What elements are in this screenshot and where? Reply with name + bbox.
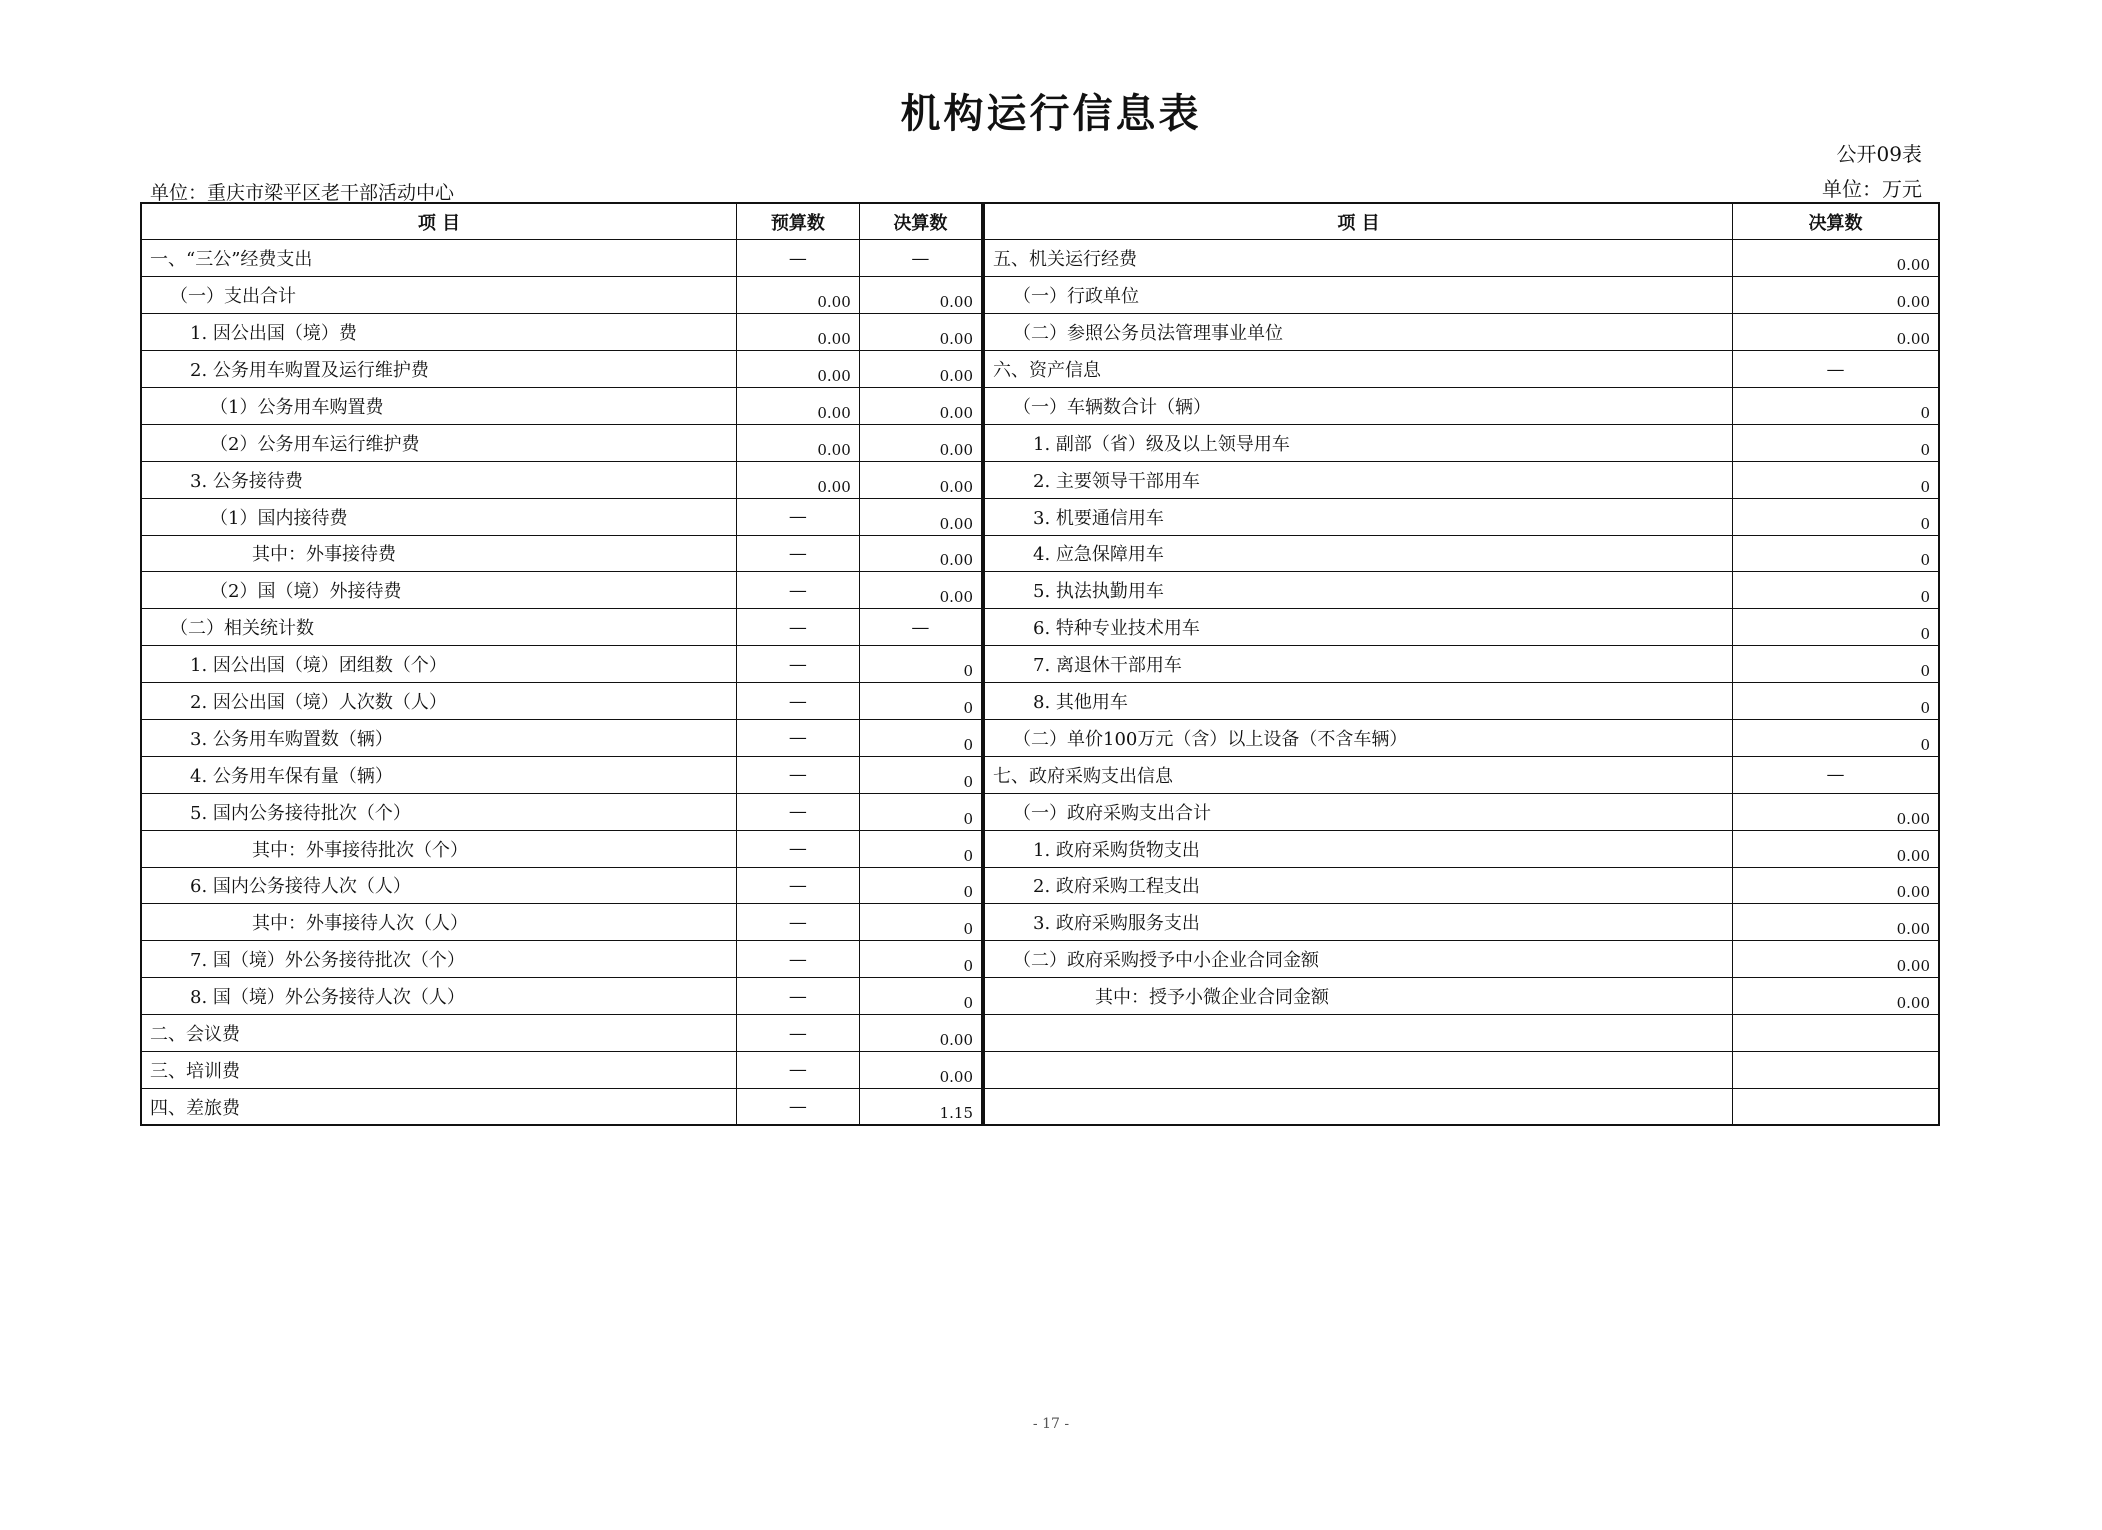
final-value: 0.00 xyxy=(859,351,982,388)
row-label: （2）公务用车运行维护费 xyxy=(141,424,737,461)
right-header-row xyxy=(984,203,1939,240)
table-row xyxy=(141,498,982,535)
final-value: 0 xyxy=(1733,498,1939,535)
table-row xyxy=(141,387,982,424)
table-row xyxy=(141,351,982,388)
final-value: 0 xyxy=(859,683,982,720)
table-row xyxy=(141,830,982,867)
budget-value: — xyxy=(737,498,860,535)
final-value: 0 xyxy=(1733,683,1939,720)
final-value: 0 xyxy=(859,756,982,793)
row-label: 5. 国内公务接待批次（个） xyxy=(141,793,737,830)
budget-value: — xyxy=(737,572,860,609)
left-table xyxy=(140,202,983,1126)
table-row xyxy=(984,719,1939,756)
row-label: 三、培训费 xyxy=(141,1051,737,1088)
row-label: 4. 公务用车保有量（辆） xyxy=(141,756,737,793)
header-item: 项 目 xyxy=(141,203,737,240)
table-row xyxy=(984,646,1939,683)
final-value: 0.00 xyxy=(859,461,982,498)
row-label: 1. 副部（省）级及以上领导用车 xyxy=(984,424,1733,461)
row-label: 其中：授予小微企业合同金额 xyxy=(984,978,1733,1015)
row-label: （一）行政单位 xyxy=(984,277,1733,314)
final-value: 0.00 xyxy=(1733,867,1939,904)
final-value: 0.00 xyxy=(1733,314,1939,351)
final-value: 0.00 xyxy=(1733,240,1939,277)
final-value: 0 xyxy=(1733,387,1939,424)
row-label: 四、差旅费 xyxy=(141,1088,737,1125)
table-code: 公开09表 xyxy=(1836,142,1922,166)
final-value: 0 xyxy=(859,830,982,867)
row-label: 其中：外事接待批次（个） xyxy=(141,830,737,867)
table-row xyxy=(984,867,1939,904)
row-label: （2）国（境）外接待费 xyxy=(141,572,737,609)
row-label: 3. 政府采购服务支出 xyxy=(984,904,1733,941)
table-row xyxy=(984,941,1939,978)
final-value: 0 xyxy=(859,904,982,941)
budget-value: — xyxy=(737,904,860,941)
header-final: 决算数 xyxy=(1733,203,1939,240)
row-label: 7. 离退休干部用车 xyxy=(984,646,1733,683)
row-label: （二）参照公务员法管理事业单位 xyxy=(984,314,1733,351)
final-value: — xyxy=(859,609,982,646)
table-row xyxy=(141,461,982,498)
budget-value: — xyxy=(737,1088,860,1125)
final-value: 1.15 xyxy=(859,1088,982,1125)
table-row xyxy=(141,867,982,904)
budget-value: 0.00 xyxy=(737,424,860,461)
table-row xyxy=(984,830,1939,867)
final-value: 0 xyxy=(1733,609,1939,646)
row-label: 1. 因公出国（境）费 xyxy=(141,314,737,351)
final-value: 0 xyxy=(1733,719,1939,756)
budget-value: 0.00 xyxy=(737,461,860,498)
table-row xyxy=(141,904,982,941)
table-row xyxy=(141,646,982,683)
final-value: 0.00 xyxy=(859,387,982,424)
final-value xyxy=(1733,1088,1939,1125)
final-value: 0.00 xyxy=(1733,793,1939,830)
final-value: 0.00 xyxy=(1733,830,1939,867)
page-title: 机构运行信息表 xyxy=(900,90,1202,137)
row-label: 6. 国内公务接待人次（人） xyxy=(141,867,737,904)
final-value: 0.00 xyxy=(859,1051,982,1088)
table-row xyxy=(141,277,982,314)
row-label: （二）政府采购授予中小企业合同金额 xyxy=(984,941,1733,978)
row-label: 其中：外事接待费 xyxy=(141,535,737,572)
row-label: 其中：外事接待人次（人） xyxy=(141,904,737,941)
table-row xyxy=(984,609,1939,646)
table-row xyxy=(141,719,982,756)
row-label: 8. 其他用车 xyxy=(984,683,1733,720)
final-value: 0 xyxy=(1733,535,1939,572)
header-final: 决算数 xyxy=(859,203,982,240)
page-number: - 17 - xyxy=(1032,1416,1070,1432)
table-row xyxy=(984,793,1939,830)
left-header-row xyxy=(141,203,982,240)
row-label: 2. 主要领导干部用车 xyxy=(984,461,1733,498)
final-value: 0 xyxy=(1733,424,1939,461)
row-label xyxy=(984,1088,1733,1125)
budget-value: 0.00 xyxy=(737,314,860,351)
table-row xyxy=(984,1051,1939,1088)
final-value: — xyxy=(859,240,982,277)
row-label: （1）公务用车购置费 xyxy=(141,387,737,424)
table-row xyxy=(984,424,1939,461)
row-label: （一）政府采购支出合计 xyxy=(984,793,1733,830)
row-label: （二）相关统计数 xyxy=(141,609,737,646)
table-row xyxy=(141,683,982,720)
final-value: 0 xyxy=(859,978,982,1015)
row-label: 2. 因公出国（境）人次数（人） xyxy=(141,683,737,720)
row-label: （一）车辆数合计（辆） xyxy=(984,387,1733,424)
table-row xyxy=(984,351,1939,388)
row-label: 2. 公务用车购置及运行维护费 xyxy=(141,351,737,388)
final-value: 0 xyxy=(859,941,982,978)
budget-value: — xyxy=(737,719,860,756)
row-label: 6. 特种专业技术用车 xyxy=(984,609,1733,646)
row-label: 8. 国（境）外公务接待人次（人） xyxy=(141,978,737,1015)
header-budget: 预算数 xyxy=(737,203,860,240)
row-label: 3. 公务接待费 xyxy=(141,461,737,498)
row-label: （1）国内接待费 xyxy=(141,498,737,535)
budget-value: 0.00 xyxy=(737,387,860,424)
table-row xyxy=(141,424,982,461)
table-row xyxy=(984,461,1939,498)
table-row xyxy=(984,240,1939,277)
row-label: （二）单价100万元（含）以上设备（不含车辆） xyxy=(984,719,1733,756)
final-value: 0.00 xyxy=(1733,978,1939,1015)
table-row xyxy=(984,904,1939,941)
final-value: 0 xyxy=(859,646,982,683)
table-row xyxy=(984,756,1939,793)
table-row xyxy=(984,1015,1939,1052)
final-value: 0 xyxy=(1733,572,1939,609)
final-value: 0.00 xyxy=(859,535,982,572)
table-row xyxy=(984,572,1939,609)
final-value: 0 xyxy=(1733,646,1939,683)
table-row xyxy=(141,314,982,351)
table-row xyxy=(141,793,982,830)
table-row xyxy=(984,1088,1939,1125)
budget-value: — xyxy=(737,683,860,720)
budget-value: — xyxy=(737,978,860,1015)
budget-value: — xyxy=(737,1015,860,1052)
table-row xyxy=(984,978,1939,1015)
final-value: 0 xyxy=(859,867,982,904)
table-row xyxy=(141,1051,982,1088)
budget-value: — xyxy=(737,609,860,646)
row-label: （一）支出合计 xyxy=(141,277,737,314)
final-value: 0 xyxy=(859,719,982,756)
row-label: 2. 政府采购工程支出 xyxy=(984,867,1733,904)
row-label: 五、机关运行经费 xyxy=(984,240,1733,277)
budget-value: — xyxy=(737,941,860,978)
right-table xyxy=(983,202,1940,1126)
budget-value: — xyxy=(737,535,860,572)
budget-value: — xyxy=(737,793,860,830)
budget-value: — xyxy=(737,830,860,867)
table-row xyxy=(141,609,982,646)
final-value: 0.00 xyxy=(859,277,982,314)
row-label xyxy=(984,1015,1733,1052)
final-value: 0 xyxy=(1733,461,1939,498)
final-value: — xyxy=(1733,351,1939,388)
budget-value: — xyxy=(737,867,860,904)
header-item: 项 目 xyxy=(984,203,1733,240)
budget-value: — xyxy=(737,240,860,277)
table-row xyxy=(984,535,1939,572)
table-row xyxy=(141,572,982,609)
row-label: 4. 应急保障用车 xyxy=(984,535,1733,572)
final-value: — xyxy=(1733,756,1939,793)
table-row xyxy=(141,941,982,978)
table-row xyxy=(984,277,1939,314)
table-row xyxy=(141,756,982,793)
final-value: 0.00 xyxy=(859,498,982,535)
final-value: 0.00 xyxy=(859,1015,982,1052)
budget-value: 0.00 xyxy=(737,277,860,314)
budget-value: — xyxy=(737,1051,860,1088)
final-value: 0.00 xyxy=(859,572,982,609)
row-label: 六、资产信息 xyxy=(984,351,1733,388)
row-label: 3. 机要通信用车 xyxy=(984,498,1733,535)
table-row xyxy=(141,978,982,1015)
row-label: 二、会议费 xyxy=(141,1015,737,1052)
final-value: 0.00 xyxy=(1733,277,1939,314)
table-row xyxy=(984,683,1939,720)
table-row xyxy=(984,314,1939,351)
table-row xyxy=(141,535,982,572)
final-value xyxy=(1733,1051,1939,1088)
budget-value: — xyxy=(737,756,860,793)
row-label: 1. 政府采购货物支出 xyxy=(984,830,1733,867)
final-value: 0 xyxy=(859,793,982,830)
final-value: 0.00 xyxy=(859,424,982,461)
row-label: 3. 公务用车购置数（辆） xyxy=(141,719,737,756)
row-label: 1. 因公出国（境）团组数（个） xyxy=(141,646,737,683)
final-value xyxy=(1733,1015,1939,1052)
table-row xyxy=(141,240,982,277)
row-label: 一、“三公”经费支出 xyxy=(141,240,737,277)
row-label xyxy=(984,1051,1733,1088)
table-row xyxy=(141,1015,982,1052)
table-row xyxy=(141,1088,982,1125)
budget-value: — xyxy=(737,646,860,683)
unit-organization: 单位：重庆市梁平区老干部活动中心 xyxy=(150,182,455,204)
unit-currency: 单位：万元 xyxy=(1822,177,1922,201)
table-row xyxy=(984,387,1939,424)
row-label: 七、政府采购支出信息 xyxy=(984,756,1733,793)
final-value: 0.00 xyxy=(859,314,982,351)
final-value: 0.00 xyxy=(1733,941,1939,978)
table-row xyxy=(984,498,1939,535)
budget-value: 0.00 xyxy=(737,351,860,388)
row-label: 5. 执法执勤用车 xyxy=(984,572,1733,609)
final-value: 0.00 xyxy=(1733,904,1939,941)
row-label: 7. 国（境）外公务接待批次（个） xyxy=(141,941,737,978)
